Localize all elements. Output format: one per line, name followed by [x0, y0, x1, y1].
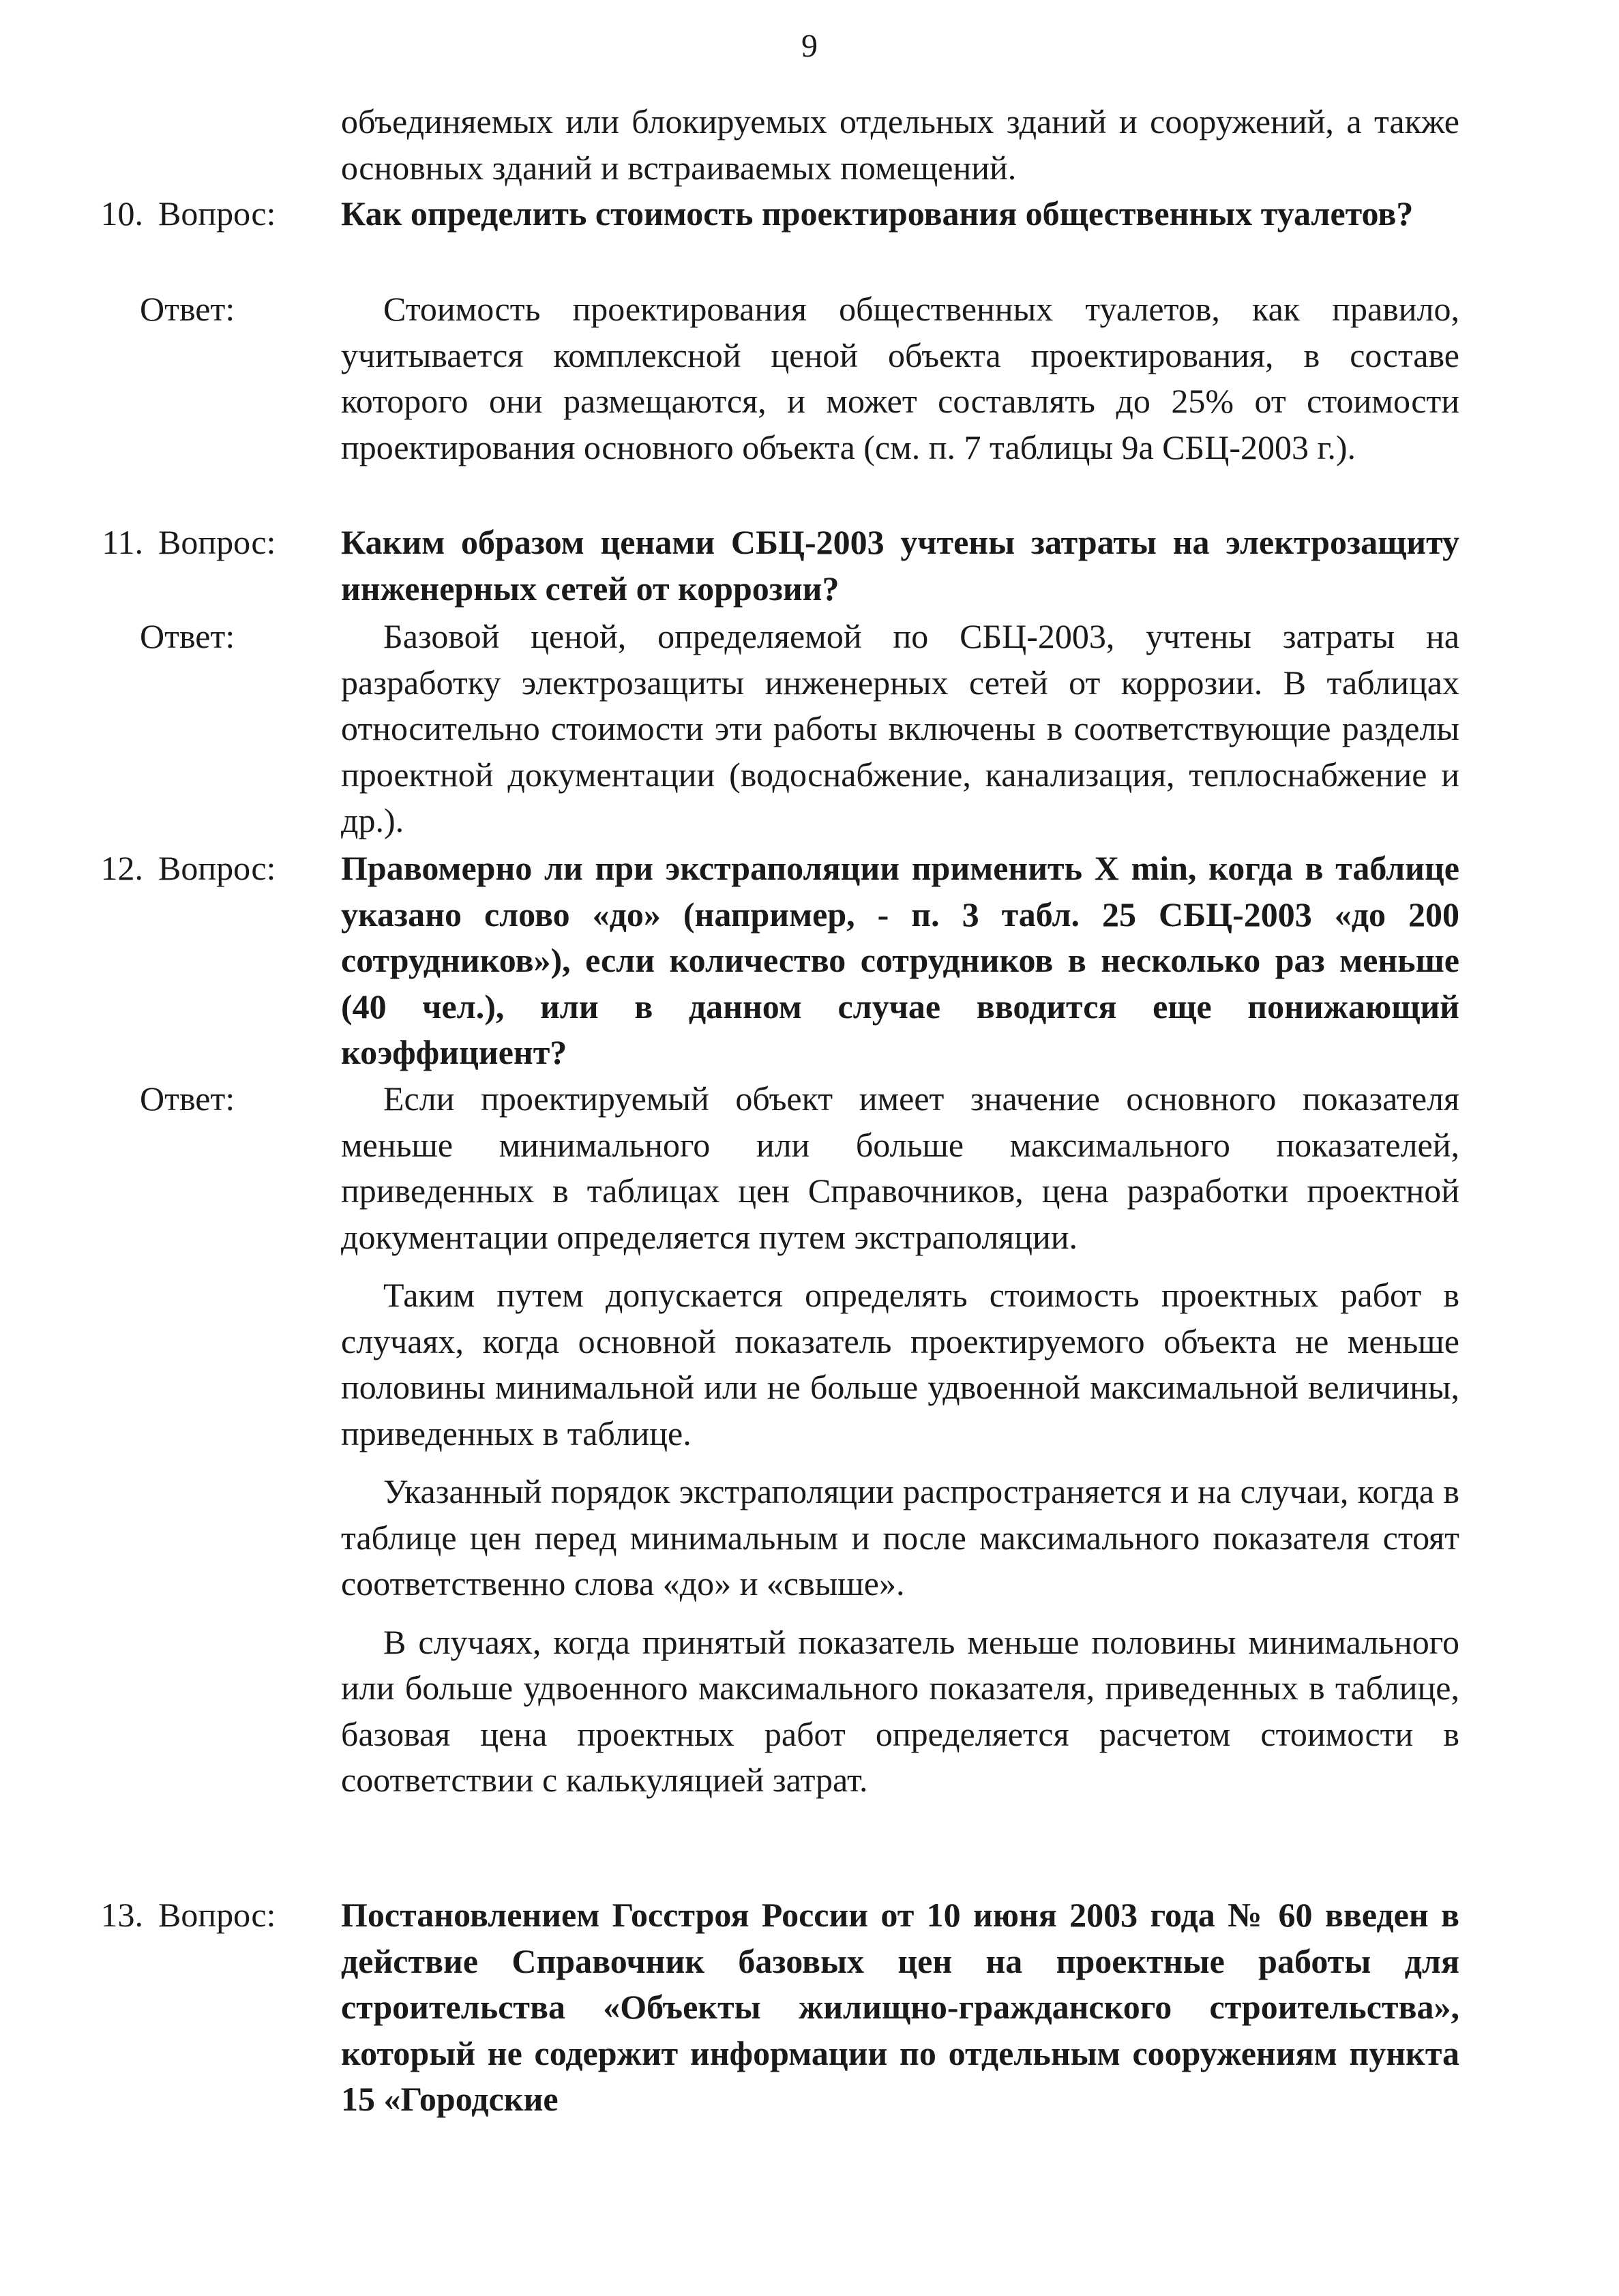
intro-continuation: объединяемых или блокируемых отдельных зданий и сооружений, а также основных зданий и встраиваемых помещений.	[341, 102, 1459, 187]
question-number-10: 10.	[100, 194, 143, 233]
question-label-13: Вопрос:	[158, 1896, 276, 1934]
answer-11	[341, 614, 1459, 844]
answer-paragraph: Если проектируемый объект имеет значение основного показателя меньше минимального или больше максимального показателей, приведенных в таблицах цен Справочников, цена разработки проектной документации определяется путем экстраполяции.	[341, 1079, 1459, 1256]
question-11-text: Каким образом ценами СБЦ-2003 учтены затраты на электрозащиту инженерных сетей от коррозии?	[341, 523, 1459, 608]
question-number-13: 13.	[100, 1896, 143, 1934]
answer-paragraph: Таким путем допускается определять стоимость проектных работ в случаях, когда основной показатель проектируемого объекта не меньше половины минимальной или не больше удвоенной максимальной величины, приведенных в таблице.	[341, 1276, 1459, 1452]
answer-paragraph: Стоимость проектирования общественных туалетов, как правило, учитывается комплексной ценой объекта проектирования, в составе которого они размещаются, и может составлять до 25% от стоимости проектирования основного объекта (см. п. 7 таблицы 9а СБЦ-2003 г.).	[341, 290, 1459, 466]
answer-paragraph: Базовой ценой, определяемой по СБЦ-2003, учтены затраты на разработку электрозащиты инженерных сетей от коррозии. В таблицах относительно стоимости эти работы включены в соответствующие разделы проектной документации (водоснабжение, канализация, теплоснабжение и др.).	[341, 617, 1459, 839]
question-number-11: 11.	[102, 523, 143, 561]
answer-label-12: Ответ:	[140, 1079, 235, 1118]
page-number: 9	[801, 28, 818, 64]
answer-10	[341, 286, 1459, 471]
question-label-10: Вопрос:	[158, 194, 276, 233]
question-label-12: Вопрос:	[158, 849, 276, 887]
question-label-11: Вопрос:	[158, 523, 276, 561]
answer-label-10: Ответ:	[140, 290, 235, 328]
question-number-12: 12.	[100, 849, 143, 887]
question-12-text: Правомерно ли при экстраполяции применить X min, когда в таблице указано слово «до» (например, - п. 3 табл. 25 СБЦ-2003 «до 200 сотрудников»), если количество сотрудников в несколько раз меньше (40 чел.), или в данном случае вводится еще понижающий коэффициент?	[341, 849, 1459, 1071]
question-10-text: Как определить стоимость проектирования общественных туалетов?	[341, 194, 1414, 233]
answer-12	[341, 1076, 1459, 1804]
answer-label-11: Ответ:	[140, 617, 235, 655]
answer-paragraph: В случаях, когда принятый показатель меньше половины минимального или больше удвоенного максимального показателя, приведенных в таблице, базовая цена проектных работ определяется расчетом стоимости в соответствии с калькуляцией затрат.	[341, 1622, 1459, 1799]
question-13-text: Постановлением Госстроя России от 10 июня 2003 года № 60 введен в действие Справочник базовых цен на проектные работы для строительства «Объекты жилищно-гражданского строительства», который не содержит информации по отдельным сооружениям пункта 15 «Городские	[341, 1896, 1459, 2118]
answer-paragraph: Указанный порядок экстраполяции распространяется и на случаи, когда в таблице цен перед минимальным и после максимального показателя стоят соответственно слова «до» и «свыше».	[341, 1472, 1459, 1602]
